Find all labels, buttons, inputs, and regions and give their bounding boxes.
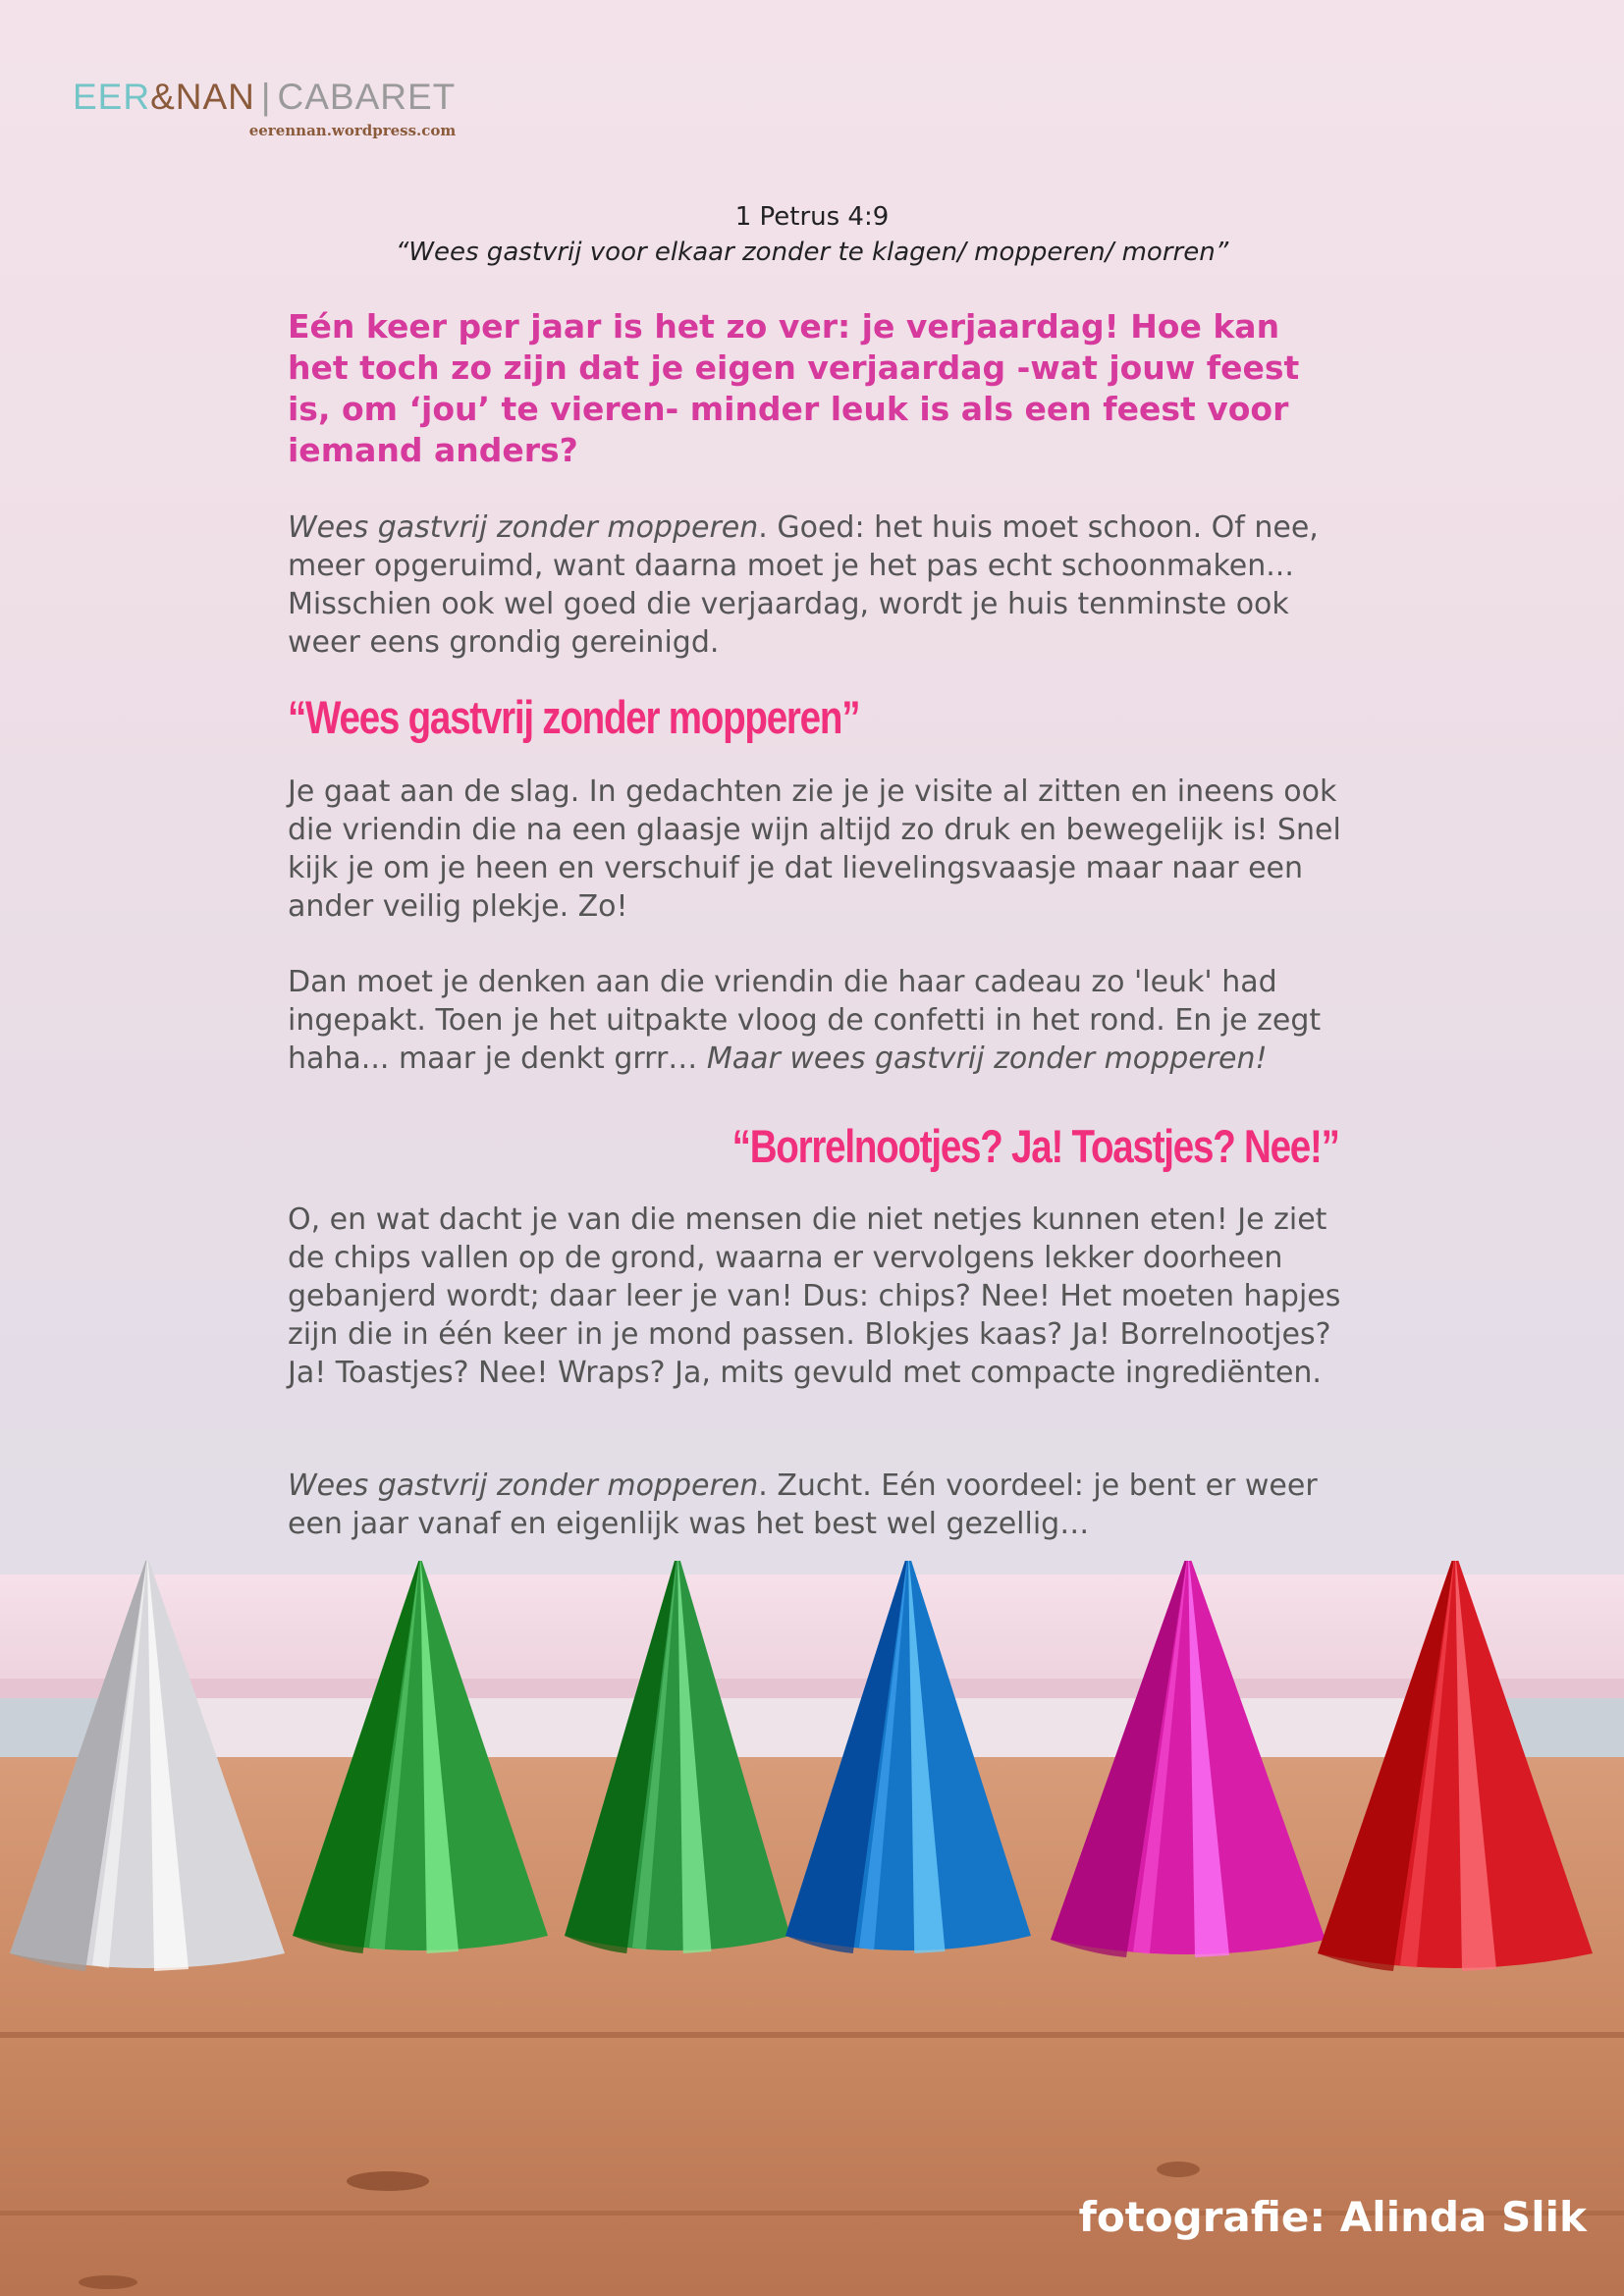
wood-knot-1 (347, 2171, 429, 2191)
paragraph-1 (288, 508, 1348, 662)
wood-seam-1 (0, 2032, 1624, 2038)
heading-wees-gastvrij: “Wees gastvrij zonder mopperen” (288, 691, 860, 743)
wood-knot-3 (79, 2275, 137, 2289)
paragraph-3-text: Dan moet je denken aan die vriendin die haar cadeau zo 'leuk' had ingepakt. Toen je het uitpakte vloog de confetti in het rond. En je zegt haha... maar je denkt grrr… (288, 965, 1322, 1076)
logo-eer: EER (73, 77, 151, 117)
intro-paragraph: Eén keer per jaar is het zo ver: je verjaardag! Hoe kan het toch zo zijn dat je eigen verjaardag -wat jouw feest is, om ‘jou’ te vieren- minder leuk is als een feest voor iemand anders? (288, 307, 1300, 469)
paragraph-5 (288, 1467, 1348, 1543)
logo-nan: NAN (175, 77, 255, 117)
logo-ampersand: & (150, 77, 176, 117)
wood-knot-2 (1157, 2162, 1200, 2177)
paragraph-5-text: . Zucht. Eén voordeel: je bent er weer een jaar vanaf en eigenlijk was het best wel gezellig… (288, 1468, 1318, 1541)
party-hats-photo (0, 1561, 1624, 2296)
paragraph-1-text: . Goed: het huis moet schoon. Of nee, meer opgeruimd, want daarna moet je het pas echt schoonmaken... Misschien ook wel goed die verjaardag, wordt je huis tenminste ook weer eens grondig gereinigd. (288, 510, 1319, 660)
paragraph-2: Je gaat aan de slag. In gedachten zie je je visite al zitten en ineens ook die vriendin die na een glaasje wijn altijd zo druk en bewegelijk is! Snel kijk je om je heen en verschuif je dat lievelingsvaasje maar naar een ander veilig plekje. Zo! (288, 774, 1341, 924)
logo-wordmark (73, 77, 456, 118)
bench-edge (0, 1679, 1624, 1698)
logo-separator: | (260, 77, 272, 117)
paragraph-4: O, en wat dacht je van die mensen die niet netjes kunnen eten! Je ziet de chips vallen op de grond, waarna er vervolgens lekker doorheen gebanjerd wordt; daar leer je van! Dus: chips? Nee! Het moeten hapjes zijn die in één keer in je mond passen. Blokjes kaas? Ja! Borrelnootjes? Ja! Toastjes? Nee! Wraps? Ja, mits gevuld met compacte ingrediënten. (288, 1202, 1341, 1390)
photo-credit: fotografie: Alinda Slik (1078, 2193, 1587, 2241)
paragraph-3-tail: Maar wees gastvrij zonder mopperen! (706, 1041, 1268, 1076)
bench-top (0, 1575, 1624, 1692)
verse-reference: 1 Petrus 4:9 (734, 202, 890, 232)
logo-website: eerennan.wordpress.com (248, 122, 457, 139)
paragraph-1-lead: Wees gastvrij zonder mopperen (288, 510, 759, 545)
paragraph-5-lead: Wees gastvrij zonder mopperen (288, 1468, 759, 1503)
logo (73, 77, 456, 139)
heading-borrelnootjes: “Borrelnootjes? Ja! Toastjes? Nee!” (732, 1120, 1339, 1172)
verse-quote: “Wees gastvrij voor elkaar zonder te klagen/ mopperen/ morren” (395, 238, 1229, 267)
paragraph-3 (288, 963, 1348, 1078)
party-hats-scene (0, 1561, 1624, 2296)
logo-cabaret: CABARET (277, 77, 457, 117)
